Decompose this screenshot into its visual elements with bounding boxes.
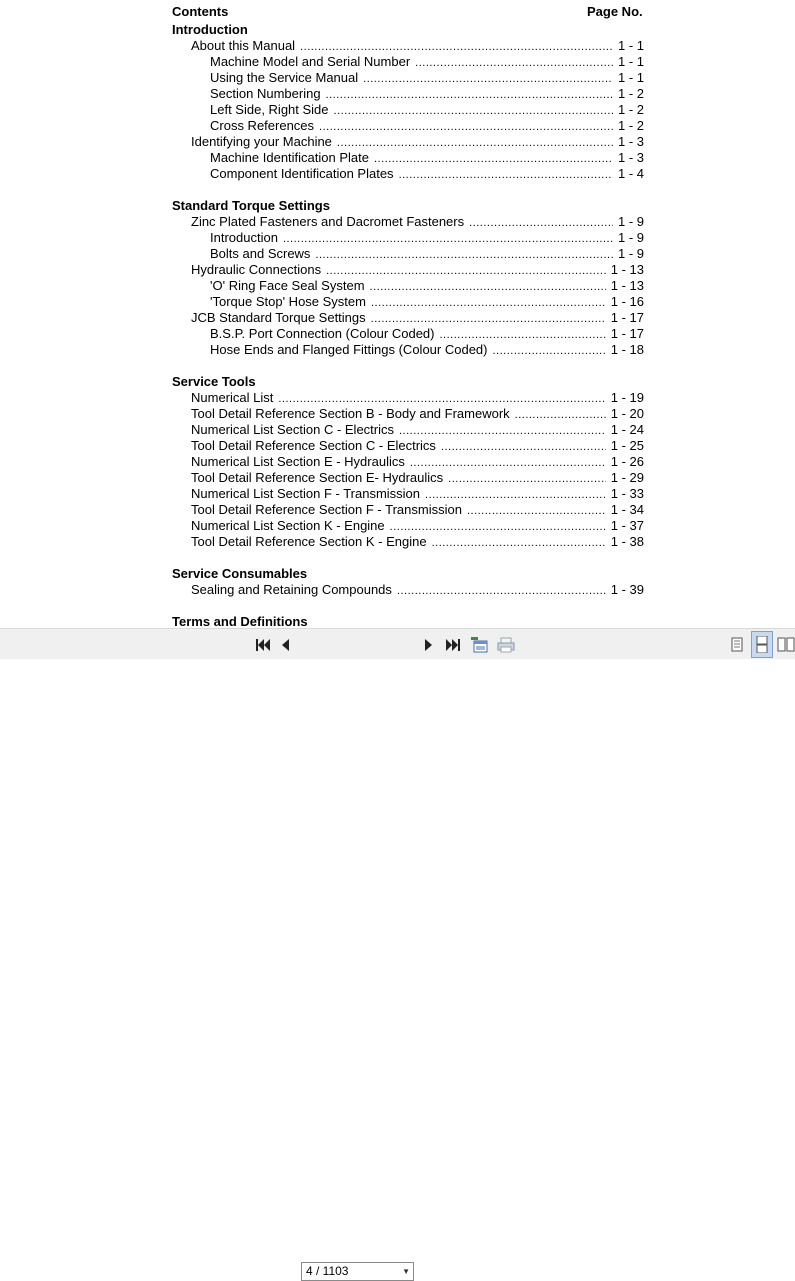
toc-entry-title: Tool Detail Reference Section B - Body and Framework bbox=[191, 406, 510, 421]
toc-entry-page: 1 - 3 bbox=[617, 150, 644, 165]
toc-entry-title: Section Numbering bbox=[210, 86, 321, 101]
toc-entry-page: 1 - 1 bbox=[617, 70, 644, 85]
toc-entry-title: Using the Service Manual bbox=[210, 70, 359, 85]
toc-entry[interactable] bbox=[210, 294, 644, 310]
toc-entry[interactable] bbox=[191, 582, 644, 598]
dot-leader bbox=[441, 439, 606, 455]
toc-entry-title: Left Side, Right Side bbox=[210, 102, 329, 117]
toc-entry-title: Identifying your Machine bbox=[191, 134, 332, 149]
viewer-toolbar bbox=[0, 628, 795, 1278]
toc-entry[interactable] bbox=[191, 518, 644, 534]
toc-entry[interactable] bbox=[191, 134, 644, 150]
section-title: Service Tools bbox=[172, 374, 256, 389]
dot-leader bbox=[415, 55, 613, 71]
dot-leader bbox=[374, 151, 613, 167]
dot-leader bbox=[278, 391, 605, 407]
dot-leader bbox=[326, 263, 606, 279]
toc-entry[interactable] bbox=[210, 166, 644, 182]
dot-leader bbox=[448, 471, 606, 487]
toc-entry-title: Zinc Plated Fasteners and Dacromet Fasteners bbox=[191, 214, 465, 229]
toc-entry-page: 1 - 24 bbox=[610, 422, 644, 437]
toc-entry-title: Sealing and Retaining Compounds bbox=[191, 582, 392, 597]
dot-leader bbox=[432, 535, 606, 551]
toc-entry-page: 1 - 2 bbox=[617, 118, 644, 133]
dot-leader bbox=[363, 71, 613, 87]
toc-entry-title: Introduction bbox=[210, 230, 278, 245]
continuous-view-button[interactable] bbox=[751, 631, 773, 658]
toc-entry-page: 1 - 34 bbox=[610, 502, 644, 517]
toc-entry-page: 1 - 25 bbox=[610, 438, 644, 453]
dot-leader bbox=[315, 247, 613, 263]
toc-entry[interactable] bbox=[210, 278, 644, 294]
toc-entry-page: 1 - 3 bbox=[617, 134, 644, 149]
section-title: Service Consumables bbox=[172, 566, 308, 581]
toc-entry[interactable] bbox=[191, 486, 644, 502]
toc-entry-page: 1 - 17 bbox=[610, 326, 644, 341]
dot-leader bbox=[515, 407, 606, 423]
dot-leader bbox=[399, 167, 613, 183]
toc-entry[interactable] bbox=[210, 118, 644, 134]
toc-entry[interactable] bbox=[191, 470, 644, 486]
two-page-view-button[interactable] bbox=[776, 629, 795, 660]
page-indicator: 4 / 1103 bbox=[306, 1264, 349, 1278]
dot-leader bbox=[300, 39, 613, 55]
toc-entry-title: Cross References bbox=[210, 118, 315, 133]
toc-entry-title: Numerical List Section E - Hydraulics bbox=[191, 454, 405, 469]
continuous-view-icon bbox=[756, 636, 768, 653]
toc-entry[interactable] bbox=[191, 38, 644, 54]
toc-entry[interactable] bbox=[210, 102, 644, 118]
toc-entry[interactable] bbox=[191, 534, 644, 550]
dot-leader bbox=[319, 119, 613, 135]
toc-entry-title: Tool Detail Reference Section F - Transmission bbox=[191, 502, 462, 517]
toc-entry[interactable] bbox=[210, 150, 644, 166]
toc-entry-title: 'Torque Stop' Hose System bbox=[210, 294, 366, 309]
print-icon bbox=[497, 637, 515, 653]
toc-entry-title: Numerical List Section C - Electrics bbox=[191, 422, 394, 437]
toc-entry-title: Numerical List bbox=[191, 390, 274, 405]
toc-entry-page: 1 - 16 bbox=[610, 294, 644, 309]
toc-entry-page: 1 - 37 bbox=[610, 518, 644, 533]
dot-leader bbox=[440, 327, 606, 343]
toc-entry-title: Numerical List Section F - Transmission bbox=[191, 486, 421, 501]
toc-entry[interactable] bbox=[191, 406, 644, 422]
toc-entry-title: Machine Model and Serial Number bbox=[210, 54, 411, 69]
dot-leader bbox=[492, 343, 605, 359]
dot-leader bbox=[371, 295, 606, 311]
toc-entry[interactable] bbox=[210, 70, 644, 86]
page-no-heading: Page No. bbox=[587, 4, 643, 19]
toc-entry-title: About this Manual bbox=[191, 38, 296, 53]
toc-entry-title: Machine Identification Plate bbox=[210, 150, 369, 165]
toc-entry[interactable] bbox=[210, 342, 644, 358]
page-number-select[interactable] bbox=[301, 1262, 414, 1281]
toc-entry[interactable] bbox=[210, 86, 644, 102]
last-page-icon bbox=[446, 638, 462, 652]
toc-entry-title: Bolts and Screws bbox=[210, 246, 311, 261]
toc-entry-page: 1 - 1 bbox=[617, 38, 644, 53]
toc-entry[interactable] bbox=[210, 230, 644, 246]
single-page-view-icon bbox=[731, 637, 743, 652]
toc-entry-page: 1 - 2 bbox=[617, 86, 644, 101]
dot-leader bbox=[370, 279, 606, 295]
toc-entry[interactable] bbox=[191, 422, 644, 438]
toc-entry[interactable] bbox=[210, 54, 644, 70]
two-page-view-icon bbox=[777, 637, 795, 652]
prev-page-icon bbox=[280, 638, 290, 652]
toc-entry-page: 1 - 19 bbox=[610, 390, 644, 405]
next-page-icon bbox=[424, 638, 434, 652]
toc-entry-page: 1 - 18 bbox=[610, 342, 644, 357]
dot-leader bbox=[410, 455, 606, 471]
toc-entry-title: Component Identification Plates bbox=[210, 166, 394, 181]
toc-entry-page: 1 - 2 bbox=[617, 102, 644, 117]
first-page-button[interactable] bbox=[251, 629, 273, 660]
dot-leader bbox=[334, 103, 613, 119]
dot-leader bbox=[283, 231, 613, 247]
toc-entry-page: 1 - 13 bbox=[610, 278, 644, 293]
toc-entry-title: JCB Standard Torque Settings bbox=[191, 310, 366, 325]
first-page-icon bbox=[254, 638, 270, 652]
toc-entry-title: Tool Detail Reference Section E- Hydraulics bbox=[191, 470, 444, 485]
toc-entry-title: B.S.P. Port Connection (Colour Coded) bbox=[210, 326, 435, 341]
export-icon bbox=[471, 637, 489, 653]
dot-leader bbox=[337, 135, 613, 151]
toc-entry[interactable] bbox=[191, 262, 644, 278]
chevron-down-icon: ▼ bbox=[402, 1267, 410, 1276]
toc-entry[interactable] bbox=[191, 502, 644, 518]
toc-entry-page: 1 - 4 bbox=[617, 166, 644, 181]
toc-entry-page: 1 - 26 bbox=[610, 454, 644, 469]
dot-leader bbox=[397, 583, 606, 599]
section-title: Introduction bbox=[172, 22, 248, 37]
toc-entry-page: 1 - 9 bbox=[617, 230, 644, 245]
toc-entry-page: 1 - 29 bbox=[610, 470, 644, 485]
single-page-view-button[interactable] bbox=[728, 629, 746, 660]
toc-entry-title: Hydraulic Connections bbox=[191, 262, 322, 277]
toc-entry-title: Tool Detail Reference Section K - Engine bbox=[191, 534, 427, 549]
toc-entry[interactable] bbox=[191, 438, 644, 454]
toc-entry[interactable] bbox=[210, 246, 644, 262]
toc-entry-page: 1 - 20 bbox=[610, 406, 644, 421]
prev-page-button[interactable] bbox=[276, 629, 294, 660]
toc-entry-title: Hose Ends and Flanged Fittings (Colour Coded) bbox=[210, 342, 488, 357]
toc-entry-page: 1 - 33 bbox=[610, 486, 644, 501]
toc-entry-title: Tool Detail Reference Section C - Electrics bbox=[191, 438, 436, 453]
export-button[interactable] bbox=[470, 629, 490, 660]
toc-entry[interactable] bbox=[191, 214, 644, 230]
dot-leader bbox=[467, 503, 606, 519]
toc-entry[interactable] bbox=[191, 390, 644, 406]
toc-entry-page: 1 - 17 bbox=[610, 310, 644, 325]
toc-entry-title: 'O' Ring Face Seal System bbox=[210, 278, 365, 293]
toc-entry[interactable] bbox=[210, 326, 644, 342]
dot-leader bbox=[399, 423, 606, 439]
toc-entry-page: 1 - 9 bbox=[617, 246, 644, 261]
contents-heading: Contents bbox=[172, 4, 229, 19]
toc-entry-page: 1 - 38 bbox=[610, 534, 644, 549]
toc-entry-page: 1 - 39 bbox=[610, 582, 644, 597]
dot-leader bbox=[469, 215, 613, 231]
document-page bbox=[0, 0, 795, 628]
last-page-button[interactable] bbox=[443, 629, 465, 660]
toc-entry-title: Numerical List Section K - Engine bbox=[191, 518, 385, 533]
toc-entry-page: 1 - 13 bbox=[610, 262, 644, 277]
section-title: Terms and Definitions bbox=[172, 614, 308, 628]
dot-leader bbox=[371, 311, 606, 327]
dot-leader bbox=[390, 519, 606, 535]
section-title: Standard Torque Settings bbox=[172, 198, 330, 213]
toc-entry-page: 1 - 9 bbox=[617, 214, 644, 229]
toc-entry[interactable] bbox=[191, 310, 644, 326]
toc-entry-page: 1 - 1 bbox=[617, 54, 644, 69]
dot-leader bbox=[425, 487, 606, 503]
next-page-button[interactable] bbox=[420, 629, 438, 660]
dot-leader bbox=[326, 87, 613, 103]
toc-entry[interactable] bbox=[191, 454, 644, 470]
print-button[interactable] bbox=[496, 629, 516, 660]
